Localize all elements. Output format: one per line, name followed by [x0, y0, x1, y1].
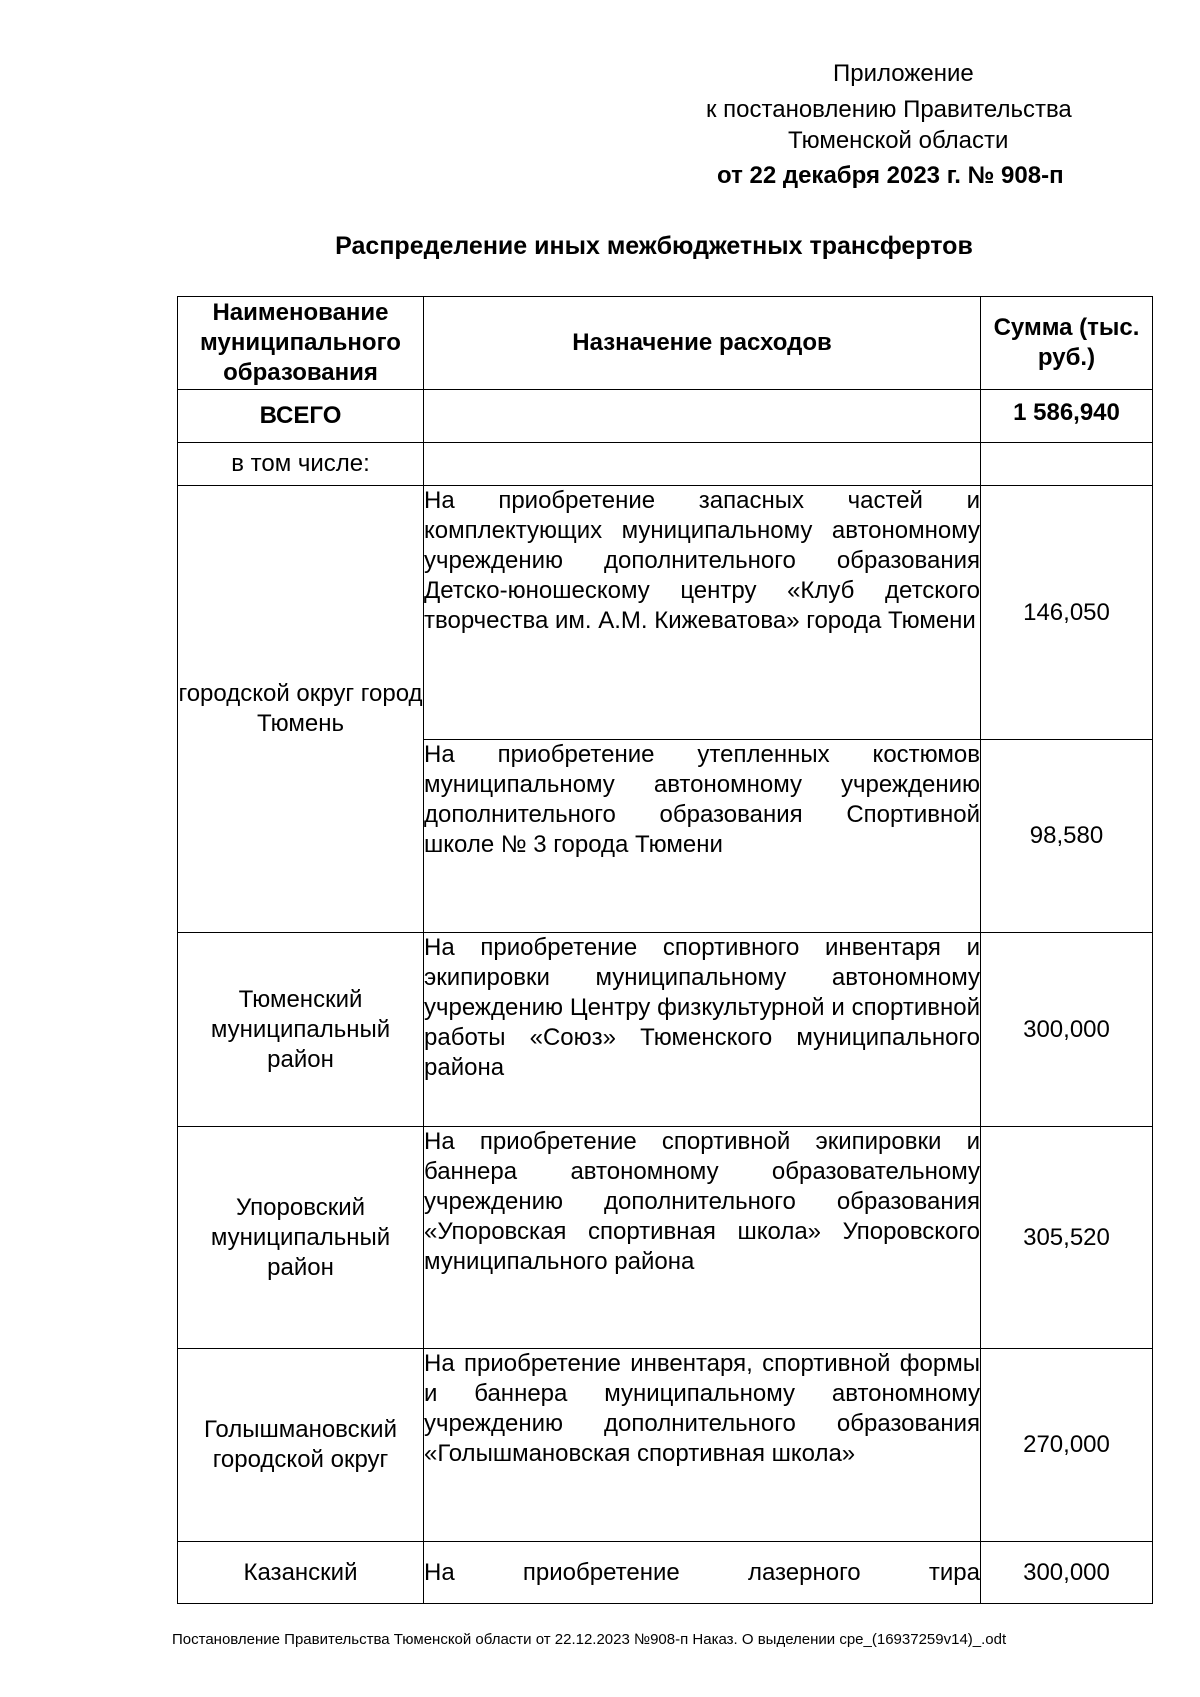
table-row: [178, 1127, 1153, 1349]
purpose-text: На приобретение лазерного тира: [424, 1542, 981, 1604]
table-row: [178, 486, 1153, 740]
total-label: ВСЕГО: [178, 390, 424, 443]
column-header-purpose: Назначение расходов: [424, 297, 981, 390]
transfers-table: [177, 296, 1153, 1604]
sum-value: 146,050: [981, 486, 1153, 740]
document-footer: Постановление Правительства Тюменской области от 22.12.2023 №908-п Наказ. О выделении сре_(16937259v14)_.odt: [172, 1631, 1007, 1648]
municipality-name: Голышмановский городской округ: [178, 1349, 424, 1542]
total-purpose: [424, 390, 981, 443]
sum-value: 305,520: [981, 1127, 1153, 1349]
appendix-date-number: от 22 декабря 2023 г. № 908-п: [717, 162, 1064, 189]
including-sum-cell: [981, 443, 1153, 486]
total-row: [178, 390, 1153, 443]
purpose-text: На приобретение запасных частей и комплектующих муниципальному автономному учреждению дополнительного образования Детско-юношескому центру «Клуб детского творчества им. А.М. Кижеватова» города Тюмени: [424, 486, 981, 740]
including-purpose-cell: [424, 443, 981, 486]
purpose-text: На приобретение утепленных костюмов муниципальному автономному учреждению дополнительного образования Спортивной школе № 3 города Тюмени: [424, 740, 981, 933]
municipality-name: Тюменский муниципальный район: [178, 933, 424, 1127]
sum-value: 300,000: [981, 1542, 1153, 1604]
purpose-text: На приобретение спортивного инвентаря и экипировки муниципальному автономному учреждению Центру физкультурной и спортивной работы «Союз» Тюменского муниципального района: [424, 933, 981, 1127]
total-sum: 1 586,940: [981, 390, 1153, 443]
purpose-text: На приобретение спортивной экипировки и баннера автономному образовательному учреждению дополнительного образования «Упоровская спортивная школа» Упоровского муниципального района: [424, 1127, 981, 1349]
purpose-text: На приобретение инвентаря, спортивной формы и баннера муниципальному автономному учреждению дополнительного образования «Голышмановская спортивная школа»: [424, 1349, 981, 1542]
table-row: [178, 1349, 1153, 1542]
table-row: [178, 933, 1153, 1127]
municipality-name: Казанский: [178, 1542, 424, 1604]
sum-value: 98,580: [981, 740, 1153, 933]
table-row: [178, 1542, 1153, 1604]
appendix-label: Приложение: [833, 60, 974, 87]
sum-value: 300,000: [981, 933, 1153, 1127]
document-title: Распределение иных межбюджетных трансфертов: [335, 232, 973, 260]
column-header-name: Наименование муниципального образования: [178, 297, 424, 390]
municipality-name: городской округ город Тюмень: [178, 486, 424, 933]
column-header-sum: Сумма (тыс. руб.): [981, 297, 1153, 390]
appendix-region: Тюменской области: [788, 127, 1009, 154]
appendix-resolution: к постановлению Правительства: [706, 96, 1072, 123]
table-header-row: [178, 297, 1153, 390]
including-label: в том числе:: [178, 443, 424, 486]
sum-value: 270,000: [981, 1349, 1153, 1542]
including-row: [178, 443, 1153, 486]
municipality-name: Упоровский муниципальный район: [178, 1127, 424, 1349]
